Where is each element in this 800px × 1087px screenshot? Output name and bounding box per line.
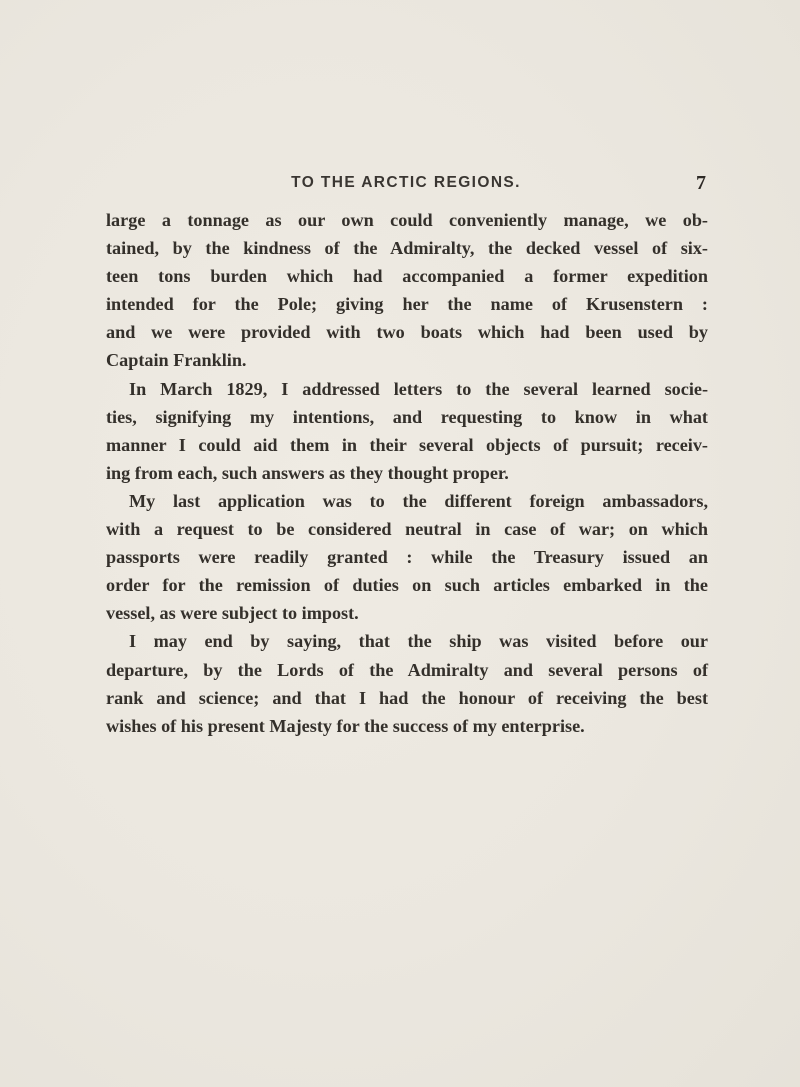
text-line: order for the remission of duties on such articles embarked in the	[106, 575, 708, 596]
text-line: ties, signifying my intentions, and requesting to know in what	[106, 406, 708, 427]
text-line: I may end by saying, that the ship was visited before our	[129, 631, 708, 652]
text-line: My last application was to the different foreign ambassadors,	[129, 490, 708, 511]
page-header	[106, 173, 706, 197]
text-line: and we were provided with two boats which had been used by	[106, 322, 708, 343]
text-line: wishes of his present Majesty for the success of my enterprise.	[106, 715, 585, 736]
text-line: tained, by the kindness of the Admiralty, the decked vessel of six-	[106, 238, 708, 259]
text-line: teen tons burden which had accompanied a former expedition	[106, 266, 708, 287]
text-line: large a tonnage as our own could conveniently manage, we ob-	[106, 210, 708, 230]
text-line: manner I could aid them in their several objects of pursuit; receiv-	[106, 434, 708, 455]
text-line: ing from each, such answers as they thought proper.	[106, 462, 509, 483]
page-number: 7	[696, 172, 706, 194]
body-text	[106, 206, 708, 740]
running-title: TO THE ARCTIC REGIONS.	[291, 174, 521, 191]
text-line: intended for the Pole; giving her the name of Krusenstern :	[106, 294, 708, 315]
text-line: passports were readily granted : while the Treasury issued an	[106, 547, 708, 568]
text-line: vessel, as were subject to impost.	[106, 603, 359, 624]
text-line: rank and science; and that I had the honour of receiving the best	[106, 687, 708, 708]
text-line: In March 1829, I addressed letters to the several learned socie-	[129, 378, 708, 399]
text-line: departure, by the Lords of the Admiralty and several persons of	[106, 659, 708, 680]
text-line: with a request to be considered neutral in case of war; on which	[106, 519, 708, 540]
text-line: Captain Franklin.	[106, 350, 247, 371]
